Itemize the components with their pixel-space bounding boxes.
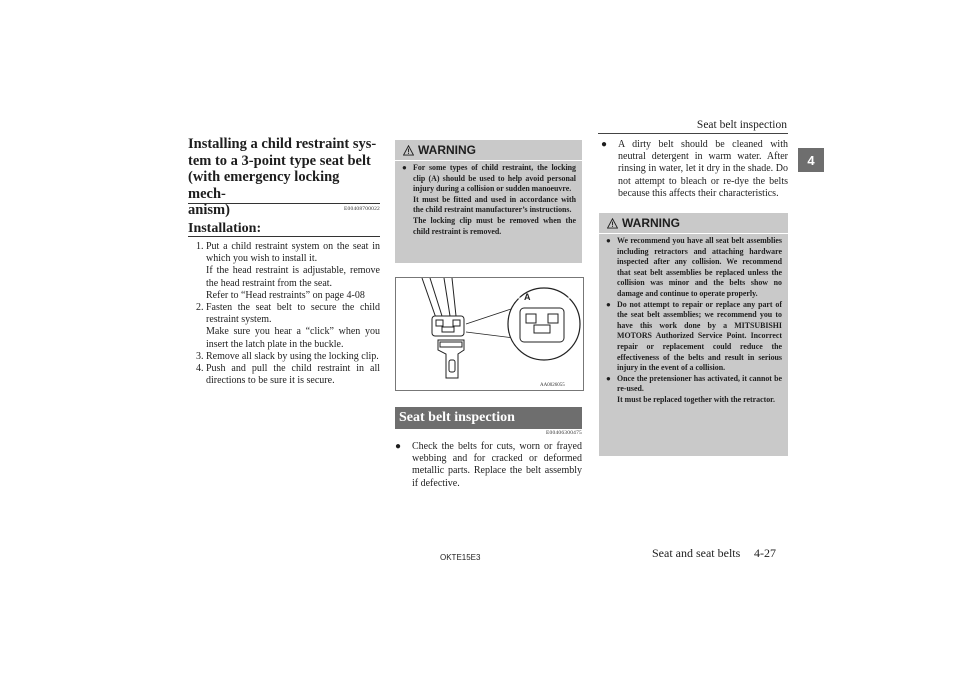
- warning-text: For some types of child restraint, the locking clip (A) should be used to help avoid personal injury during a collision or sudden manoeuvre.: [413, 163, 576, 194]
- document-code: OKTE15E3: [440, 553, 481, 562]
- step-text: Make sure you hear a “click” when you insert the latch plate in the buckle.: [206, 326, 380, 350]
- warning-text: It must be fitted and used in accordance with the child restraint manufacturer’s instructions.: [413, 194, 576, 215]
- step-text: Remove all slack by using the locking clip.: [206, 350, 379, 362]
- step-item: [196, 351, 380, 363]
- running-header: Seat belt inspection: [696, 119, 787, 131]
- warning-body: [395, 161, 582, 241]
- subheading: Installation:: [188, 221, 262, 236]
- section-band-seat-belt-inspection: Seat belt inspection: [395, 407, 582, 429]
- warning-text: The locking clip must be removed when the child restraint is removed.: [413, 215, 576, 236]
- header-rule: [598, 133, 788, 134]
- warning-header: [395, 140, 582, 161]
- bullet-icon: ●: [402, 163, 407, 172]
- step-item: [196, 363, 380, 387]
- inspection-bullet: [395, 441, 582, 490]
- warning-triangle-icon: [607, 218, 618, 229]
- section-heading-line: tem to a 3-point type seat belt: [188, 152, 371, 169]
- bullet-icon: ●: [601, 139, 608, 150]
- warning-label: WARNING: [418, 143, 476, 157]
- section-heading-line: anism): [188, 202, 230, 218]
- page-number: 4-27: [754, 546, 776, 560]
- step-item: [196, 302, 380, 351]
- section-heading-line: Installing a child restraint sys-: [188, 136, 377, 152]
- warning-label: WARNING: [622, 216, 680, 230]
- step-number: 4.: [196, 363, 204, 375]
- bullet-icon: ●: [606, 373, 611, 383]
- bullet-text: Check the belts for cuts, worn or frayed webbing and for cracked or deformed metallic parts. Replace the belt assembly if defective.: [412, 441, 582, 489]
- subheading-rule: [188, 236, 380, 237]
- warning-item: [606, 373, 782, 406]
- locking-clip-drawing: [396, 278, 583, 390]
- step-item: [196, 241, 380, 302]
- warning-item: [606, 236, 782, 300]
- warning-header: [599, 213, 788, 234]
- warning-text: Do not attempt to repair or replace any part of the seat belt assemblies; we recommend you to have this work done by a MITSUBISHI MOTORS Authorized Service Point. Incorrect repair or replacement could reduce the effectiveness of the belts and result in serious injury in the event of a collision.: [617, 299, 782, 373]
- bullet-icon: ●: [606, 299, 611, 309]
- step-text: Refer to “Head restraints” on page 4-08: [206, 289, 365, 301]
- heading-rule: [188, 203, 380, 204]
- callout-label: A: [524, 292, 531, 302]
- installation-steps: [196, 241, 380, 387]
- chapter-tab: 4: [798, 148, 824, 172]
- bullet-icon: ●: [606, 236, 611, 245]
- illustration-code: AA0026055: [540, 383, 565, 388]
- step-text: Fasten the seat belt to secure the child restraint system.: [206, 302, 380, 326]
- warning-box-seat-belts: [599, 213, 788, 456]
- step-number: 3.: [196, 350, 204, 362]
- warning-body: [599, 234, 788, 410]
- bullet-icon: ●: [395, 441, 402, 452]
- warning-triangle-icon: [403, 145, 414, 156]
- heading-code: E00408700022: [343, 206, 380, 212]
- warning-text: We recommend you have all seat belt assemblies including retractors and attaching hardware inspected after any collision. We recommend that seat belt assemblies be replaced unless the collision was minor and the belts show no damage and continue to operate properly.: [617, 236, 782, 298]
- step-text: If the head restraint is adjustable, remove the head restraint from the seat.: [206, 265, 380, 289]
- step-text: Put a child restraint system on the seat in which you wish to install it.: [206, 241, 380, 265]
- step-number: 2.: [196, 302, 204, 314]
- section-code: E00406300475: [545, 430, 582, 436]
- warning-item: [606, 299, 782, 374]
- cleaning-bullet: [601, 139, 788, 200]
- step-text: Push and pull the child restraint in all directions to be sure it is secure.: [206, 363, 380, 387]
- footer-section: Seat and seat belts: [652, 546, 741, 560]
- warning-text: It must be replaced together with the retractor.: [617, 394, 775, 404]
- warning-text: Once the pretensioner has activated, it cannot be re-used.: [617, 373, 782, 394]
- section-heading-line: (with emergency locking mech-: [188, 169, 340, 202]
- locking-clip-illustration: [395, 277, 584, 391]
- bullet-text: A dirty belt should be cleaned with neutral detergent in warm water. After rinsing in water, let it dry in the shade. Do not attempt to bleach or re-dye the belts because this affects their characteristics.: [618, 139, 788, 199]
- step-number: 1.: [196, 241, 204, 252]
- warning-box-child-restraint: [395, 140, 582, 263]
